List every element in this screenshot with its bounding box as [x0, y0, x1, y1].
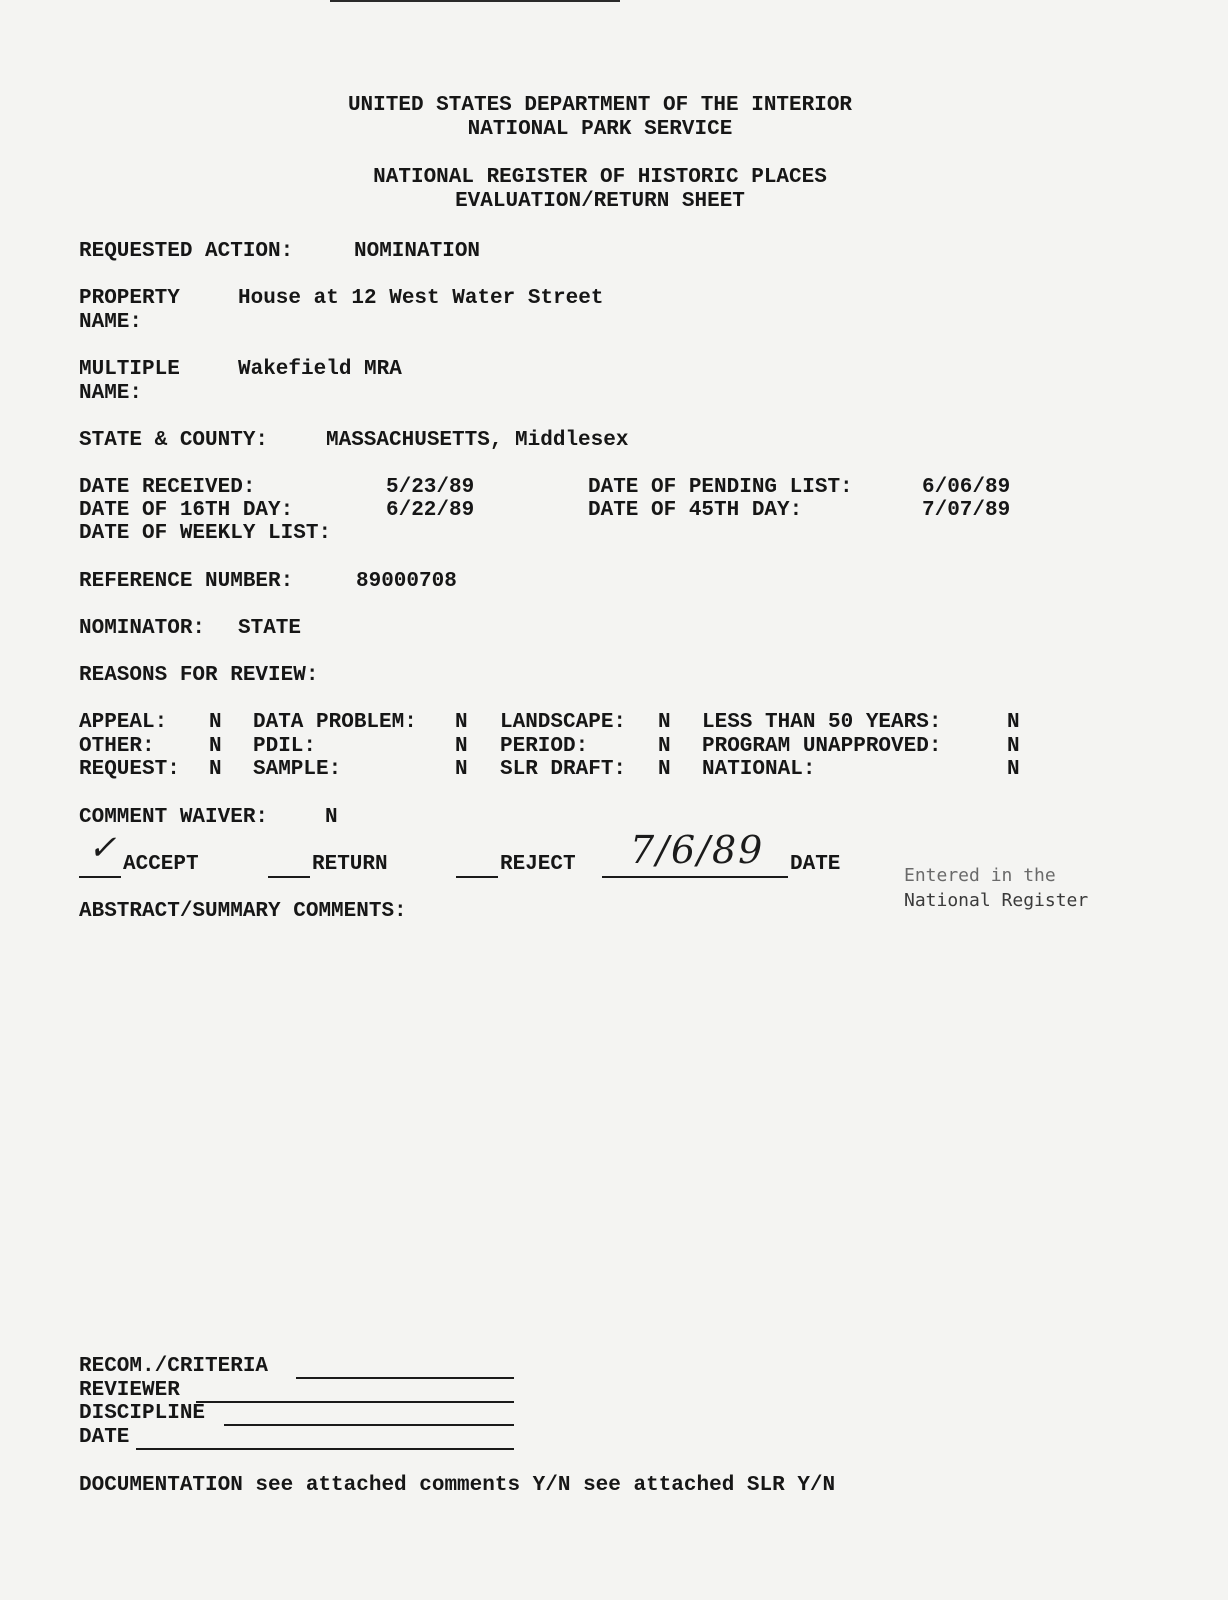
reject-blank-line	[456, 876, 498, 878]
requested-action-value: NOMINATION	[354, 240, 481, 263]
return-blank-line	[268, 876, 310, 878]
date-45th-label: DATE OF 45TH DAY:	[588, 499, 803, 522]
period-label: PERIOD:	[500, 735, 589, 758]
accept-check-mark: ✓	[88, 828, 119, 868]
date-received-label: DATE RECEIVED:	[79, 476, 256, 499]
program-unapproved-label: PROGRAM UNAPPROVED:	[702, 735, 942, 758]
date-received-value: 5/23/89	[386, 476, 475, 499]
period-value: N	[658, 735, 671, 758]
property-name-value: House at 12 West Water Street	[238, 287, 604, 310]
action-date-label: DATE	[790, 853, 841, 876]
reviewer-label: REVIEWER	[79, 1379, 180, 1402]
landscape-value: N	[658, 711, 671, 734]
header-sheet-title: EVALUATION/RETURN SHEET	[455, 190, 745, 213]
scan-top-edge-line	[330, 0, 620, 2]
comment-waiver-value: N	[325, 806, 338, 829]
accept-blank-line	[79, 876, 121, 878]
landscape-label: LANDSCAPE:	[500, 711, 627, 734]
sample-value: N	[455, 758, 468, 781]
request-label: REQUEST:	[79, 758, 180, 781]
appeal-label: APPEAL:	[79, 711, 168, 734]
national-value: N	[1007, 758, 1020, 781]
state-county-label: STATE & COUNTY:	[79, 429, 269, 452]
reviewer-line	[196, 1401, 514, 1403]
pdil-label: PDIL:	[253, 735, 317, 758]
accept-label: ACCEPT	[123, 853, 199, 876]
slr-draft-label: SLR DRAFT:	[500, 758, 627, 781]
header-agency: NATIONAL PARK SERVICE	[467, 118, 733, 141]
recom-criteria-label: RECOM./CRITERIA	[79, 1355, 269, 1378]
date-pending-label: DATE OF PENDING LIST:	[588, 476, 853, 499]
header-register: NATIONAL REGISTER OF HISTORIC PLACES	[373, 166, 827, 189]
multiple-name-value: Wakefield MRA	[238, 358, 402, 381]
recom-criteria-line	[296, 1377, 514, 1379]
discipline-line	[224, 1424, 514, 1426]
header-department: UNITED STATES DEPARTMENT OF THE INTERIOR	[347, 94, 853, 117]
property-name-label: NAME:	[79, 311, 143, 334]
appeal-value: N	[209, 711, 222, 734]
return-label: RETURN	[312, 853, 388, 876]
national-label: NATIONAL:	[702, 758, 816, 781]
date-16th-label: DATE OF 16TH DAY:	[79, 499, 294, 522]
other-value: N	[209, 735, 222, 758]
pdil-value: N	[455, 735, 468, 758]
state-county-value: MASSACHUSETTS, Middlesex	[326, 429, 629, 452]
signoff-date-label: DATE	[79, 1426, 130, 1449]
less-than-50-label: LESS THAN 50 YEARS:	[702, 711, 942, 734]
reference-number-label: REFERENCE NUMBER:	[79, 570, 294, 593]
nominator-label: NOMINATOR:	[79, 617, 206, 640]
entered-stamp-line1: Entered in the	[904, 865, 1056, 886]
signoff-date-line	[136, 1448, 514, 1450]
data-problem-value: N	[455, 711, 468, 734]
handwritten-date: 7/6/89	[630, 828, 765, 872]
property-label: PROPERTY	[79, 287, 180, 310]
other-label: OTHER:	[79, 735, 155, 758]
date-16th-value: 6/22/89	[386, 499, 475, 522]
reasons-label: REASONS FOR REVIEW:	[79, 664, 319, 687]
discipline-label: DISCIPLINE	[79, 1402, 206, 1425]
documentation-line: DOCUMENTATION see attached comments Y/N see attached SLR Y/N	[79, 1474, 836, 1497]
abstract-summary-label: ABSTRACT/SUMMARY COMMENTS:	[79, 900, 407, 923]
date-pending-value: 6/06/89	[922, 476, 1011, 499]
nominator-value: STATE	[238, 617, 302, 640]
data-problem-label: DATA PROBLEM:	[253, 711, 417, 734]
date-45th-value: 7/07/89	[922, 499, 1011, 522]
requested-action-label: REQUESTED ACTION:	[79, 240, 294, 263]
sample-label: SAMPLE:	[253, 758, 342, 781]
slr-draft-value: N	[658, 758, 671, 781]
less-than-50-value: N	[1007, 711, 1020, 734]
program-unapproved-value: N	[1007, 735, 1020, 758]
entered-stamp-line2: National Register	[904, 890, 1089, 911]
multiple-name-label: NAME:	[79, 382, 143, 405]
multiple-label: MULTIPLE	[79, 358, 180, 381]
date-blank-line	[602, 876, 788, 878]
date-weekly-label: DATE OF WEEKLY LIST:	[79, 522, 332, 545]
reference-number-value: 89000708	[356, 570, 457, 593]
request-value: N	[209, 758, 222, 781]
comment-waiver-label: COMMENT WAIVER:	[79, 806, 269, 829]
reject-label: REJECT	[500, 853, 576, 876]
